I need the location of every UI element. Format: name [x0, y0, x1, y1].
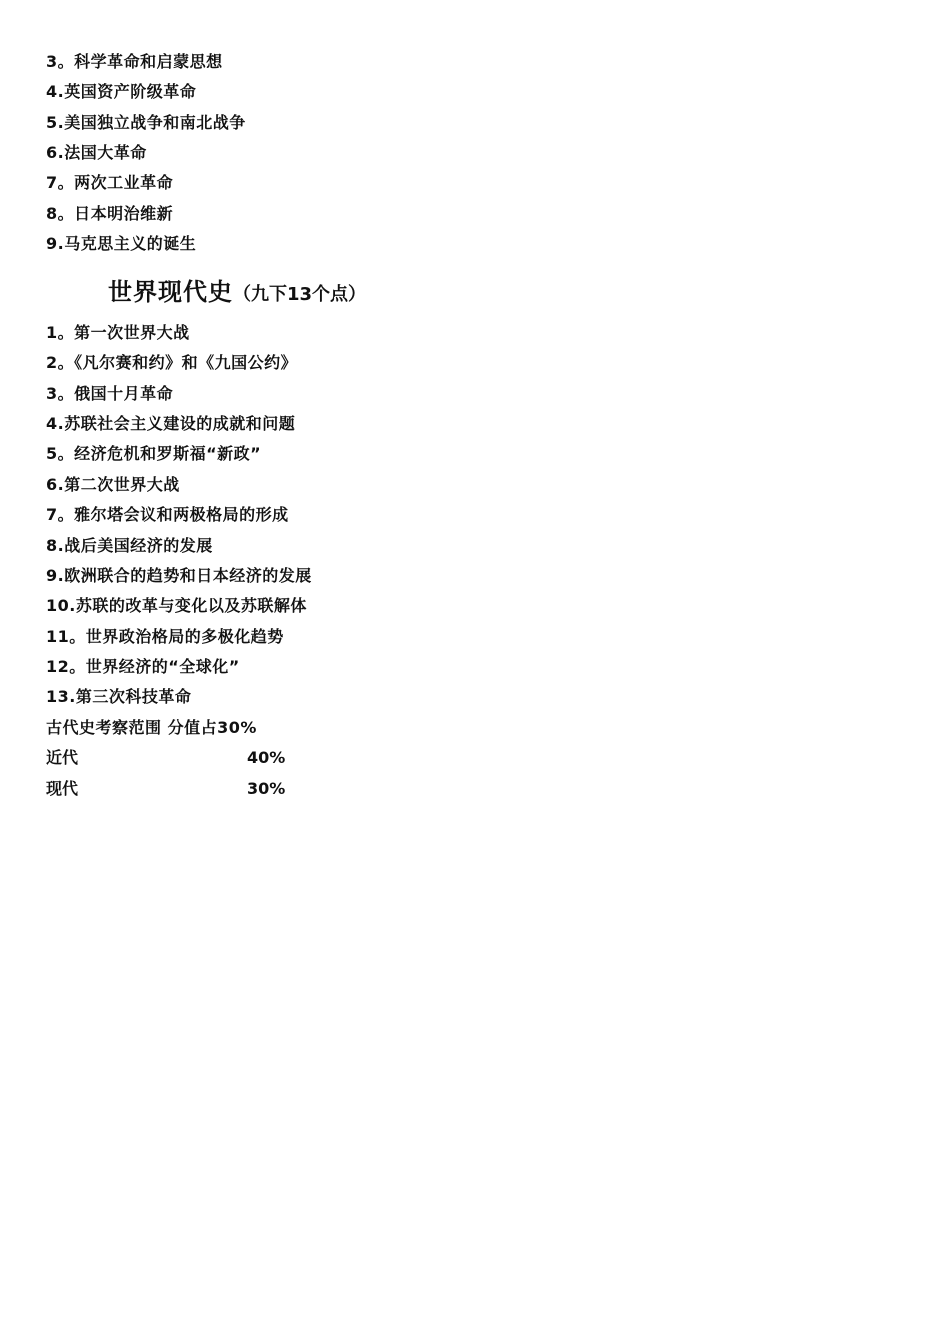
list-item: 1。第一次世界大战	[46, 323, 190, 342]
list-item: 10.苏联的改革与变化以及苏联解体	[46, 596, 307, 615]
list-item: 6.第二次世界大战	[46, 475, 180, 494]
score-value: 40%	[247, 748, 286, 767]
list-item: 8。日本明治维新	[46, 204, 174, 223]
list-item: 2。《凡尔赛和约》和《九国公约》	[46, 353, 298, 372]
list-item: 7。雅尔塔会议和两极格局的形成	[46, 505, 289, 524]
score-row-contemporary	[46, 779, 286, 799]
score-label: 近代	[46, 748, 79, 767]
list-item: 9.欧洲联合的趋势和日本经济的发展	[46, 566, 312, 585]
score-label: 现代	[46, 779, 79, 798]
list-item: 8.战后美国经济的发展	[46, 536, 213, 555]
list-item: 5。经济危机和罗斯福“新政”	[46, 444, 262, 463]
list-item: 6.法国大革命	[46, 143, 147, 162]
list-item: 7。两次工业革命	[46, 173, 174, 192]
list-item: 9.马克思主义的诞生	[46, 234, 197, 253]
list-item: 3。俄国十月革命	[46, 384, 174, 403]
list-item: 12。世界经济的“全球化”	[46, 657, 240, 676]
section-heading	[108, 272, 366, 307]
list-item: 11。世界政治格局的多极化趋势	[46, 627, 284, 646]
section-heading-subtitle: （九下13个点）	[233, 284, 367, 305]
list-item: 5.美国独立战争和南北战争	[46, 113, 246, 132]
score-row-modern	[46, 748, 286, 768]
score-ancient: 古代史考察范围 分值占30%	[46, 718, 257, 737]
list-item: 3。科学革命和启蒙思想	[46, 52, 223, 71]
list-item: 13.第三次科技革命	[46, 687, 192, 706]
score-value: 30%	[247, 779, 286, 798]
list-item: 4.苏联社会主义建设的成就和问题	[46, 414, 296, 433]
section-heading-title: 世界现代史	[108, 278, 233, 306]
list-item: 4.英国资产阶级革命	[46, 82, 197, 101]
